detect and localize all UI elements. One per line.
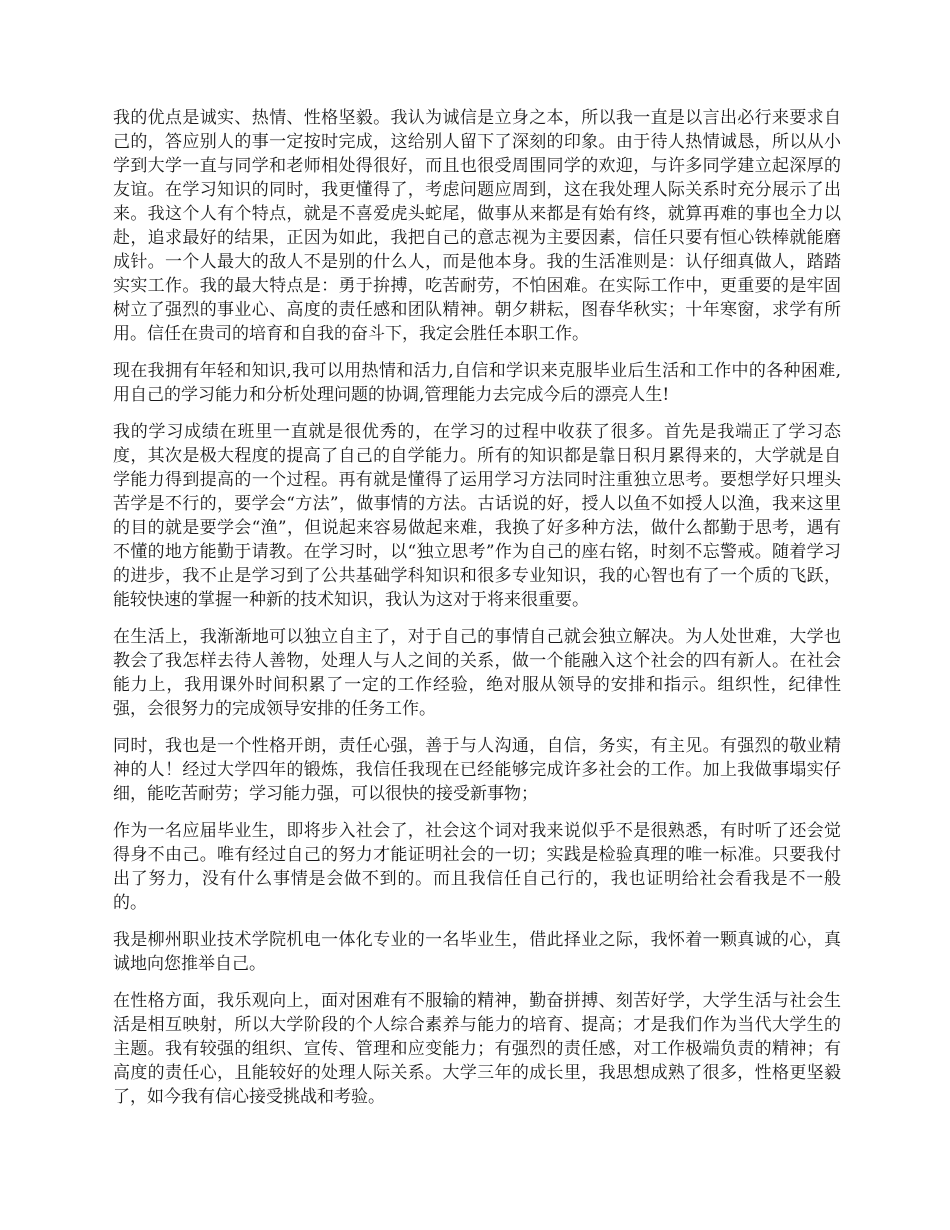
paragraph-study: 我的学习成绩在班里一直就是很优秀的，在学习的过程中收获了很多。首先是我端正了学习态度，其次是极大程度的提高了自己的自学能力。所有的知识都是靠日积月累得来的，大学就是自学能力得到提高的一个过程。再有就是懂得了运用学习方法同时注重独立思考。要想学好只埋头苦学是不行的，要学会“方法”，做事情的方法。古话说的好，授人以鱼不如授人以渔，我来这里的目的就是要学会“渔”，但说起来容易做起来难，我换了好多种方法，做什么都勤于思考，遇有不懂的地方能勤于请教。在学习时，以“独立思考”作为自己的座右铭，时刻不忘警戒。随着学习的进步，我不止是学习到了公共基础学科知识和很多专业知识，我的心智也有了一个质的飞跃，能较快速的掌握一种新的技术知识，我认为这对于将来很重要。 xyxy=(113,422,841,610)
paragraph-youth-knowledge: 现在我拥有年轻和知识,我可以用热情和活力,自信和学识来克服毕业后生活和工作中的各种困难,用自己的学习能力和分析处理问题的协调,管理能力去完成今后的漂亮人生! xyxy=(113,361,841,405)
paragraph-character: 在性格方面，我乐观向上，面对困难有不服输的精神，勤奋拼搏、刻苦好学，大学生活与社会生活是相互映射，所以大学阶段的个人综合素养与能力的培育、提高；才是我们作为当代大学生的主题。我有较强的组织、宣传、管理和应变能力；有强烈的责任感，对工作极端负责的精神；有高度的责任心，且能较好的处理人际关系。大学三年的成长里，我思想成熟了很多，性格更坚毅了，如今我有信心接受挑战和考验。 xyxy=(113,991,841,1107)
document-page xyxy=(113,106,841,1122)
paragraph-personality: 同时，我也是一个性格开朗，责任心强，善于与人沟通，自信，务实，有主见。有强烈的敬业精神的人！经过大学四年的锻炼，我信任我现在已经能够完成许多社会的工作。加上我做事塌实仔细，能吃苦耐劳；学习能力强，可以很快的接受新事物； xyxy=(113,736,841,804)
paragraph-strengths: 我的优点是诚实、热情、性格坚毅。我认为诚信是立身之本，所以我一直是以言出必行来要求自己的，答应别人的事一定按时完成，这给别人留下了深刻的印象。由于待人热情诚恳，所以从小学到大学一直与同学和老师相处得很好，而且也很受周围同学的欢迎，与许多同学建立起深厚的友谊。在学习知识的同时，我更懂得了，考虑问题应周到，这在我处理人际关系时充分展示了出来。我这个人有个特点，就是不喜爱虎头蛇尾，做事从来都是有始有终，就算再难的事也全力以赴，追求最好的结果，正因为如此，我把自己的意志视为主要因素，信任只要有恒心铁棒就能磨成针。一个人最大的敌人不是别的什么人，而是他本身。我的生活准则是：认仔细真做人，踏踏实实工作。我的最大特点是：勇于拚搏，吃苦耐劳，不怕困难。在实际工作中，更重要的是牢固树立了强烈的事业心、高度的责任感和团队精神。朝夕耕耘，图春华秋实；十年寒窗，求学有所用。信任在贵司的培育和自我的奋斗下，我定会胜任本职工作。 xyxy=(113,108,841,344)
paragraph-self-introduction: 我是柳州职业技术学院机电一体化专业的一名毕业生，借此择业之际，我怀着一颗真诚的心，真诚地向您推举自己。 xyxy=(113,930,841,974)
paragraph-life: 在生活上，我渐渐地可以独立自主了，对于自己的事情自己就会独立解决。为人处世难，大学也教会了我怎样去待人善物，处理人与人之间的关系，做一个能融入这个社会的四有新人。在社会能力上，我用课外时间积累了一定的工作经验，绝对服从领导的安排和指示。组织性，纪律性强，会很努力的完成领导安排的任务工作。 xyxy=(113,627,841,719)
paragraph-graduate: 作为一名应届毕业生，即将步入社会了，社会这个词对我来说似乎不是很熟悉，有时听了还会觉得身不由己。唯有经过自己的努力才能证明社会的一切；实践是检验真理的唯一标准。只要我付出了努力，没有什么事情是会做不到的。而且我信任自己行的，我也证明给社会看我是不一般的。 xyxy=(113,821,841,913)
